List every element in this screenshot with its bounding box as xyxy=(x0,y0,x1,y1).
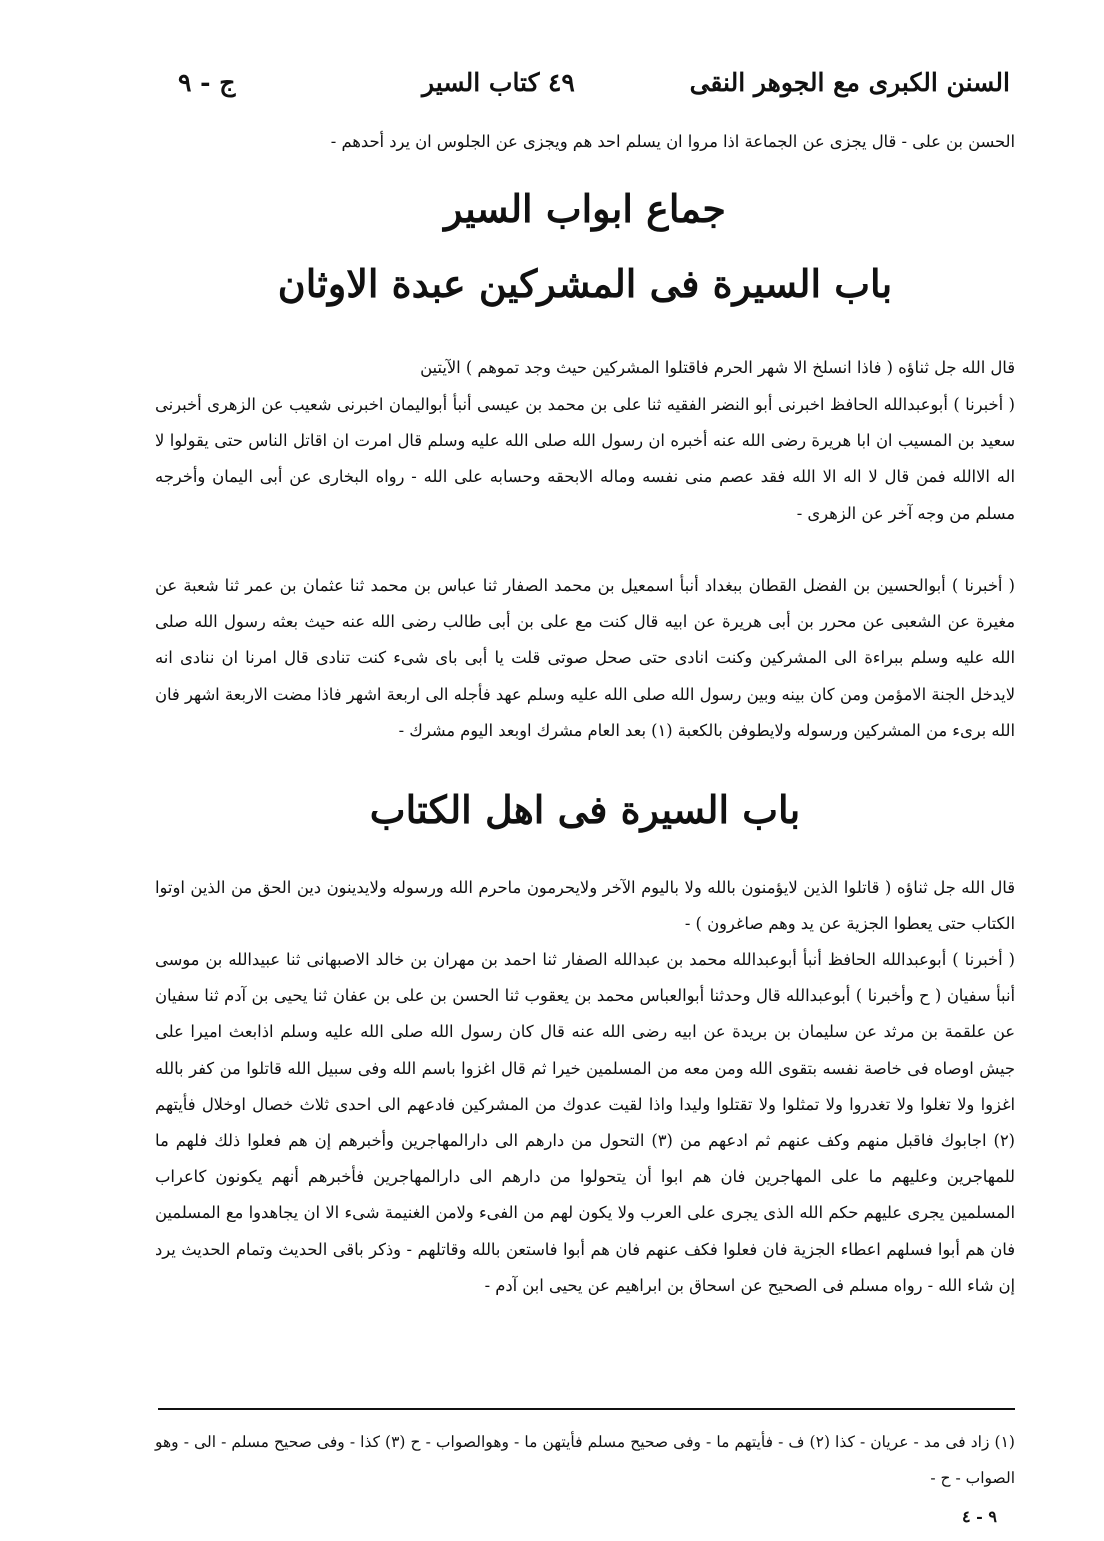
section1-verse: قال الله جل ثناؤه ( فاذا انسلخ الا شهر الحرم فاقتلوا المشركين حيث وجد تموهم ) الآيتين xyxy=(420,358,1015,377)
signature-mark: ٩ - ٤ xyxy=(962,1507,997,1526)
chapter-name: كتاب السير xyxy=(422,68,540,97)
volume-number: ج - ٩ xyxy=(178,68,236,97)
running-header xyxy=(150,68,1010,112)
intro-line: الحسن بن على - قال يجزى عن الجماعة اذا مروا ان يسلم احد هم ويجزى عن الجلوس ان يرد أحدهم - xyxy=(330,132,1015,151)
book-title: السنن الكبرى مع الجوهر النقى xyxy=(689,68,1010,97)
section1-hadith1: ( أخبرنا ) أبوعبدالله الحافظ اخبرنى أبو النضر الفقيه ثنا على بن محمد بن عيسى أنبأ أبواليمان اخبرنى شعيب عن الزهرى أخبرنى سعيد بن المسيب ان ابا هريرة رضى الله عنه أخبره ان رسول الله صلى الله عليه وسلم قال امرت ان اقاتل الناس حتى يقولوا لا اله الاالله فمن قال لا اله الا الله فقد عصم منى نفسه وماله الابحقه وحسابه على الله - رواه البخارى عن أبى اليمان وأخرجه مسلم من وجه آخر عن الزهرى - xyxy=(155,395,1015,523)
section2-title: باب السيرة فى اهل الكتاب xyxy=(369,787,801,832)
footnotes: (١) زاد فى مد - عريان - كذا (٢) ف - فأيتهم ما - وفى صحيح مسلم فأيتهن ما - وهوالصواب - ح (٣) كذا - وفى صحيح مسلم - الى - وهو الصواب - ح - xyxy=(155,1433,1015,1487)
footnote-divider xyxy=(158,1408,1015,1410)
main-heading: جماع ابواب السير xyxy=(444,186,726,231)
section1-title: باب السيرة فى المشركين عبدة الاوثان xyxy=(277,261,893,306)
section2-hadith: ( أخبرنا ) أبوعبدالله الحافظ أنبأ أبوعبدالله محمد بن عبدالله الصفار ثنا احمد بن مهران بن خالد الاصبهانى ثنا عبيدالله بن موسى أنبأ سفيان ( ح وأخبرنا ) أبوعبدالله قال وحدثنا أبوالعباس محمد بن يعقوب ثنا الحسن بن على بن عفان ثنا يحيى بن آدم ثنا سفيان عن علقمة بن مرثد عن سليمان بن بريدة عن ابيه رضى الله عنه قال كان رسول الله صلى الله عليه وسلم اذابعث اميرا على جيش اوصاه فى خاصة نفسه بتقوى الله ومن معه من المسلمين خيرا ثم قال اغزوا باسم الله وفى سبيل الله قاتلوا من كفر بالله اغزوا ولا تغلوا ولا تغدروا ولا تمثلوا ولا تقتلوا وليدا واذا لقيت عدوك من المشركين فادعهم الى احدى ثلاث خصال اوخلال فأيتهم (٢) اجابوك فاقبل منهم وكف عنهم ثم ادعهم من (٣) التحول من دارهم الى دارالمهاجرين وأخبرهم إن هم فعلوا ذلك فلهم ما للمهاجرين وعليهم ما على المهاجرين فان هم ابوا أن يتحولوا من دارهم الى دارالمهاجرين فأخبرهم أنهم يكونون كاعراب المسلمين يجرى عليهم حكم الله الذى يجرى على العرب ولا يكون لهم من الفىء ولامن الغنيمة شىء الا ان يجاهدوا مع المسلمين فان هم أبوا فسلهم اعطاء الجزية فان فعلوا فكف عنهم فان هم أبوا فاستعن بالله وقاتلهم - وذكر باقى الحديث وتمام الحديث يرد إن شاء الله - رواه مسلم فى الصحيح عن اسحاق بن ابراهيم عن يحيى ابن آدم - xyxy=(155,950,1016,1295)
section2-verse: قال الله جل ثناؤه ( قاتلوا الذين لايؤمنون بالله ولا باليوم الآخر ولايحرمون ماحرم الله ورسوله ولايدينون دين الحق من الذين اوتوا الكتاب حتى يعطوا الجزية عن يد وهم صاغرون ) - xyxy=(155,878,1015,934)
section1-hadith2: ( أخبرنا ) أبوالحسين بن الفضل القطان ببغداد أنبأ اسمعيل بن محمد الصفار ثنا عباس بن محمد ثنا عثمان بن عمر ثنا شعبة عن مغيرة عن الشعبى عن محرر بن أبى هريرة عن ابيه قال كنت مع على بن أبى طالب رضى الله عنه حيث بعثه رسول الله صلى الله عليه وسلم ببراءة الى المشركين وكنت انادى حتى صحل صوتى قلت يا أبى باى شىء كنت تنادى قال امرنا ان ننادى انه لايدخل الجنة الامؤمن ومن كان بينه وبين رسول الله صلى الله عليه وسلم عهد فأجله الى اربعة اشهر فاذا مضت الاربعة اشهر فان الله برىء من المشركين ورسوله ولايطوفن بالكعبة (١) بعد العام مشرك اوبعد اليوم مشرك - xyxy=(155,576,1015,740)
page-number: ٤٩ xyxy=(548,68,575,97)
